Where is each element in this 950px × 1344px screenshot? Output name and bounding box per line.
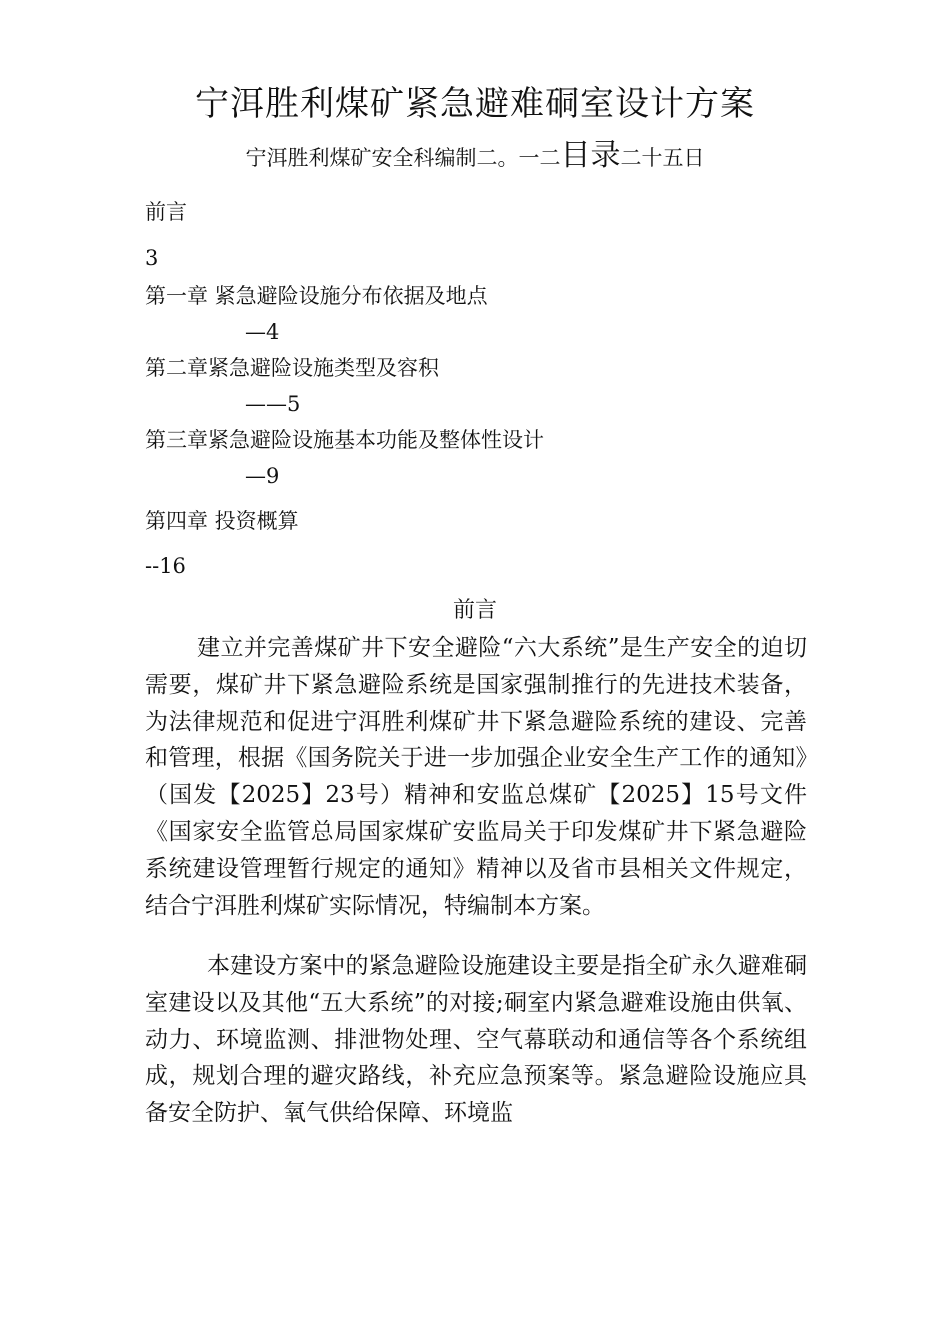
toc-chapter3-label[interactable]: 第三章紧急避险设施基本功能及整体性设计: [145, 428, 544, 452]
toc-chapter4-label[interactable]: 第四章 投资概算: [145, 509, 299, 533]
subtitle-author-date: 宁洱胜利煤矿安全科编制二。一二: [245, 146, 561, 170]
toc-chapter2-page: ——5: [245, 392, 301, 416]
preface-heading: 前言: [452, 598, 497, 623]
toc-chapter4-page: --16: [145, 554, 186, 578]
toc-chapter2-label[interactable]: 第二章紧急避险设施类型及容积: [145, 356, 439, 380]
subtitle-date-tail: 二十五日: [620, 146, 705, 170]
toc-preface-label[interactable]: 前言: [145, 200, 187, 224]
toc-chapter1-page: —4: [245, 320, 280, 344]
document-title: 宁洱胜利煤矿紧急避难硐室设计方案: [195, 84, 755, 124]
subtitle-toc-heading: 目录: [560, 138, 621, 173]
toc-preface-page: 3: [145, 246, 159, 270]
toc-chapter1-label[interactable]: 第一章 紧急避险设施分布依据及地点: [145, 284, 488, 308]
document-subtitle: [0, 138, 950, 176]
toc-chapter3-page: —9: [245, 464, 280, 488]
preface-paragraph-1: 建立并完善煤矿井下安全避险“六大系统”是生产安全的迫切需要，煤矿井下紧急避险系统是国家强制推行的先进技术装备，为法律规范和促进宁洱胜利煤矿井下紧急避险系统的建设、完善和管理，根据《国务院关于进一步加强企业安全生产工作的通知》（国发【2025】23号）精神和安监总煤矿【2025】15号文件《国家安全监管总局国家煤矿安监局关于印发煤矿井下紧急避险系统建设管理暂行规定的通知》精神以及省市县相关文件规定，结合宁洱胜利煤矿实际情况，特编制本方案。: [145, 635, 807, 919]
preface-paragraph-2: 本建设方案中的紧急避险设施建设主要是指全矿永久避难硐室建设以及其他“五大系统”的对接;硐室内紧急避难设施由供氧、动力、环境监测、排泄物处理、空气幕联动和通信等各个系统组成，规划合理的避灾路线，补充应急预案等。紧急避险设施应具备安全防护、氧气供给保障、环境监: [145, 953, 807, 1127]
